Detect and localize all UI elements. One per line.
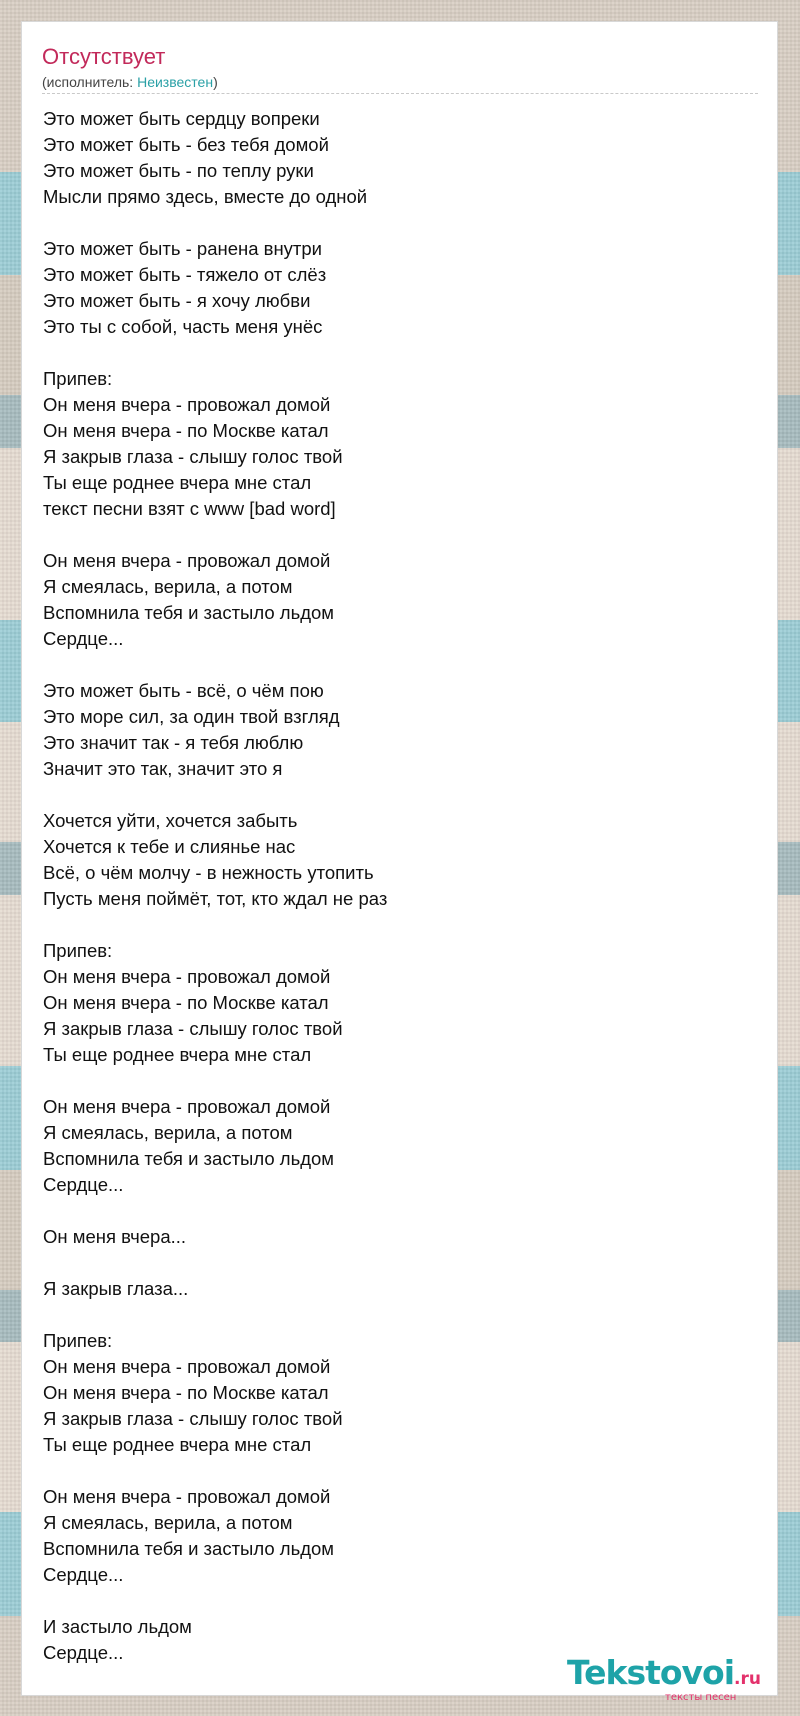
title-divider xyxy=(42,93,758,94)
byline-suffix: ) xyxy=(213,74,218,90)
byline-prefix: (исполнитель: xyxy=(42,74,138,90)
lyrics-text: Это может быть сердцу вопреки Это может быть - без тебя домой Это может быть - по теплу руки Мысли прямо здесь, вместе до одной Это может быть - ранена внутри Это может быть - тяжело от слёз Это может быть - я хочу любви Это ты с собой, часть меня унёс Припев: Он меня вчера - провожал домой Он меня вчера - по Москве катал Я закрыв глаза - слышу голос твой Ты еще роднее вчера мне стал текст песни взят с www [bad word] Он меня вчера - провожал домой Я смеялась, верила, а потом Вспомнила тебя и застыло льдом Сердце... Это может быть - всё, о чём пою Это море сил, за один твой взгляд Это значит так - я тебя люблю Значит это так, значит это я Хочется уйти, хочется забыть Хочется к тебе и слиянье нас Всё, о чём молчу - в нежность утопить Пусть меня поймёт, тот, кто ждал не раз Припев: Он меня вчера - провожал домой Он меня вчера - по Москве катал Я закрыв глаза - слышу голос твой Ты еще роднее вчера мне стал Он меня вчера - провожал домой Я смеялась, верила, а потом Вспомнила тебя и застыло льдом Сердце... Он меня вчера... Я закрыв глаза... Припев: Он меня вчера - провожал домой Он меня вчера - по Москве катал Я закрыв глаза - слышу голос твой Ты еще роднее вчера мне стал Он меня вчера - провожал домой Я смеялась, верила, а потом Вспомнила тебя и застыло льдом Сердце... И застыло льдом Сердце... xyxy=(43,108,388,1663)
logo-tld: .ru xyxy=(734,1669,761,1689)
site-logo[interactable] xyxy=(567,1653,787,1716)
logo-tagline: тексты песен xyxy=(665,1692,737,1703)
logo-name: Tekstovoi xyxy=(567,1653,735,1692)
artist-link[interactable]: Неизвестен xyxy=(137,74,214,90)
logo-wordmark xyxy=(567,1653,761,1692)
lyrics-card xyxy=(21,21,778,1703)
song-title: Отсутствует xyxy=(42,44,166,69)
artist-byline xyxy=(42,74,218,91)
